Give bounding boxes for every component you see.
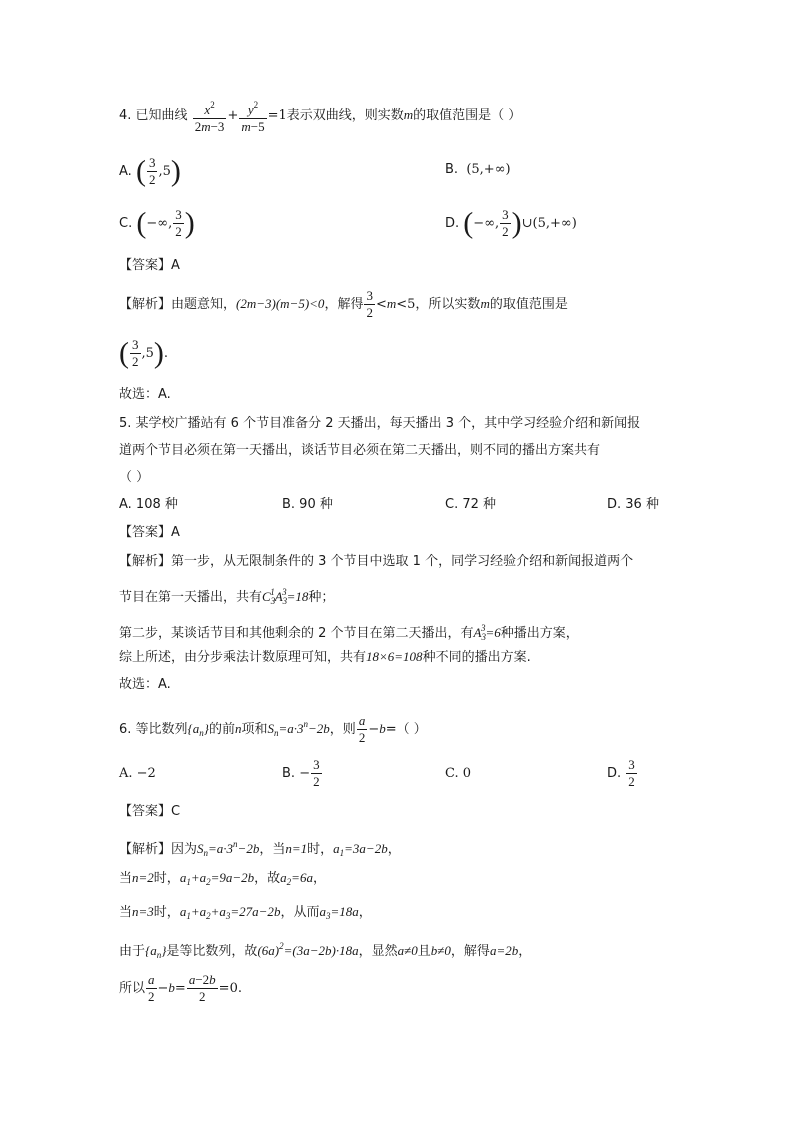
q5-option-a: A. 108 种 [119, 497, 178, 512]
q4-answer: 【答案】A [119, 258, 180, 273]
q4-number: 4. [119, 108, 132, 123]
q5-option-d: D. 36 种 [607, 497, 659, 512]
q5-stem-line2: 道两个节目必须在第一天播出，谈话节目必须在第二天播出，则不同的播出方案共有 [119, 443, 601, 458]
q6-stem: 6. 等比数列$\{a_n\}$的前n项和$S_n=a\cdot 3^n-2b$，则 $\frac{a}{2}$ −b=（ ） [119, 713, 427, 745]
q4-option-c: C. (−∞, $\frac{3}{2}$ ) [119, 206, 195, 240]
q6-explanation-line2: 当n=2时，$a_1+a_2=9a-2b$，故$a_2=6a$， [119, 870, 326, 887]
q5-conclusion: 故选：A. [119, 677, 171, 692]
q5-explanation-line3: 第二步，某谈话节目和其他剩余的 2 个节目在第二天播出，有$A_3^3=6$种播出方案， [119, 623, 579, 642]
q4-stem: 4. 已知曲线 $\frac{x^2}{2m-3}$ + $\frac{y^2}{m-5}$ =1表示双曲线，则实数m的取值范围是（ ） [119, 95, 521, 135]
q6-explanation-line5: 所以 $\frac{a}{2}$ −b= $\frac{a-2b}{2}$ =0. [119, 972, 242, 1004]
q4-option-d-tail: ∪(5,+∞) [521, 216, 577, 231]
q4-stem-b: 表示双曲线，则实数 [286, 108, 404, 123]
q4-explanation-line1: 【解析】由题意知，(2m−3)(m−5)<0，解得 $\frac{3}{2}$ <m<5，所以实数m的取值范围是 [119, 288, 568, 320]
q5-option-c: C. 72 种 [445, 497, 497, 512]
q4-frac-x: $\frac{x^2}{2m-3}$ [194, 99, 225, 134]
q6-option-c: C. 0 [445, 766, 472, 781]
q6-option-b: B. − $\frac{3}{2}$ [282, 757, 320, 789]
q5-explanation-line4: 综上所述，由分步乘法计数原理可知，共有18×6=108种不同的播出方案. [119, 649, 531, 665]
q4-stem-a: 已知曲线 [135, 108, 188, 123]
q5-stem-line1: 5. 某学校广播站有 6 个节目准备分 2 天播出，每天播出 3 个，其中学习经验介绍和新闻报 [119, 416, 641, 431]
q6-explanation-line3: 当n=3时，$a_1+a_2+a_3=27a-2b$，从而$a_3=18a$， [119, 904, 372, 921]
q4-option-b-text: (5,+∞) [466, 162, 511, 177]
q6-answer: 【答案】C [119, 804, 181, 819]
q5-stem-line3: （ ） [119, 470, 150, 485]
q4-eq-rhs: =1 [267, 108, 287, 123]
q4-frac-y: $\frac{y^2}{m-5}$ [241, 99, 265, 134]
q4-option-d: D. (−∞, $\frac{3}{2}$ )∪(5,+∞) [445, 206, 577, 240]
q5-explanation-line1: 【解析】第一步，从无限制条件的 3 个节目中选取 1 个，同学习经验介绍和新闻报道两个 [119, 554, 634, 569]
q4-inequality: (2m−3)(m−5)<0 [236, 296, 325, 311]
q4-option-a: A. ( $\frac{3}{2}$ ,5) [119, 154, 181, 188]
q4-option-b: B. (5,+∞) [445, 162, 511, 177]
q4-conclusion: 故选：A. [119, 387, 171, 402]
q6-option-d: D. $\frac{3}{2}$ [607, 757, 635, 789]
q5-answer: 【答案】A [119, 525, 180, 540]
q4-stem-c: 的取值范围是（ ） [413, 108, 522, 123]
q6-explanation-line1: 【解析】因为$S_n=a\cdot 3^n-2b$，当n=1时，$a_1=3a-2b$， [119, 839, 401, 858]
q5-explanation-line2: 节目在第一天播出，共有$C_3^1A_3^3=18$种； [119, 587, 335, 606]
q4-explanation-line2: ( $\frac{3}{2}$ ,5). [119, 336, 169, 370]
q5-option-b: B. 90 种 [282, 497, 333, 512]
q6-option-a: A. −2 [119, 766, 156, 781]
q6-explanation-line4: 由于$\{a_n\}$是等比数列，故$(6a)^2=(3a-2b)\cdot 18a$，显然a≠0且b≠0，解得a=2b， [119, 941, 532, 960]
